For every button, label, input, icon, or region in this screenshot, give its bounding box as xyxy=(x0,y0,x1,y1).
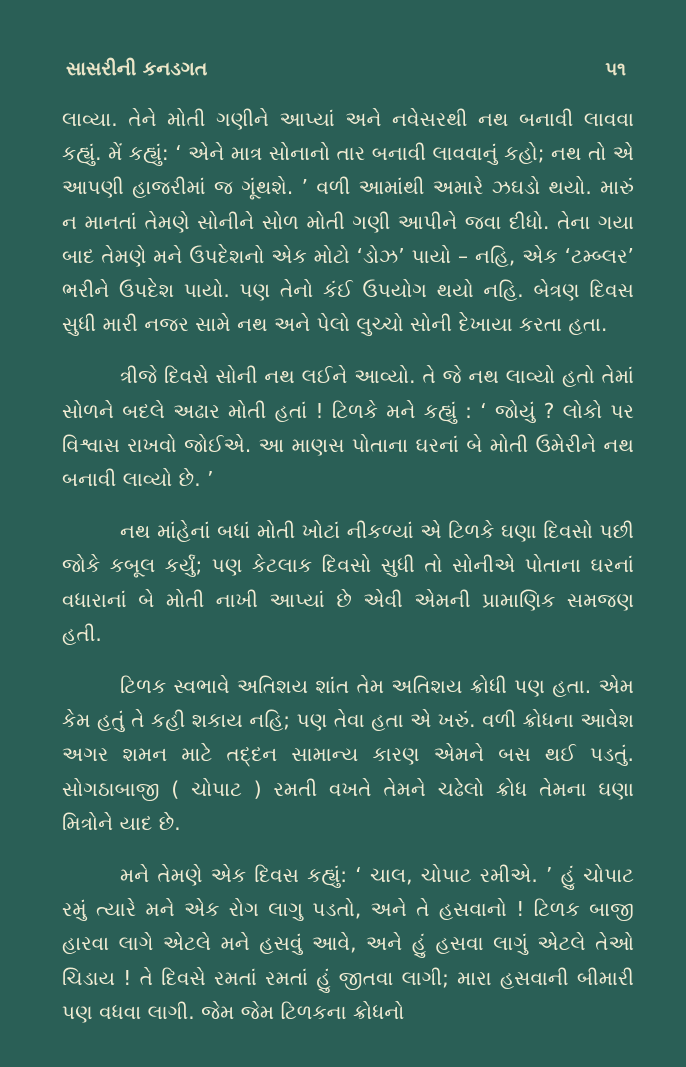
paragraph: લાવ્યા. તેને મોતી ગણીને આપ્યાં અને નવેસરથી નથ બનાવી લાવવા કહ્યું. મેં કહ્યું: ‘ એને માત્ર સોનાનો તાર બનાવી લાવવાનું કહો; નથ તો એ આપણી હાજરીમાં જ ગૂંથશે. ’ વળી આમાંથી અમારે ઝઘડો થયો. મારું ન માનતાં તેમણે સોનીને સોળ મોતી ગણી આપીને જવા દીધો. તેના ગયા બાદ તેમણે મને ઉપદેશનો એક મોટો ‘ડોઝ’ પાયો – નહિ, એક ‘ટમ્બ્લર’ ભરીને ઉપદેશ પાયો. પણ તેનો કંઈ ઉપયોગ થયો નહિ. બેત્રણ દિવસ સુધી મારી નજર સામે નથ અને પેલો લુચ્ચો સોની દેખાયા કરતા હતા. xyxy=(62,107,634,337)
body-text xyxy=(62,102,634,1029)
page-number: ૫૧ xyxy=(605,59,626,80)
paragraph: ટિળક સ્વભાવે અતિશય શાંત તેમ અતિશય ક્રોધી પણ હતા. એમ કેમ હતું તે કહી શકાય નહિ; પણ તેવા હતા એ ખરું. વળી ક્રોધના આવેશ અગર શમન માટે તદ્દન સામાન્ય કારણ એમને બસ થઈ પડતું. સોગઠાબાજી ( ચોપાટ ) રમતી વખતે તેમને ચઢેલો ક્રોધ તેમના ઘણા મિત્રોને યાદ છે. xyxy=(62,674,635,835)
paragraph: નથ માંહેનાં બધાં મોતી ખોટાં નીકળ્યાં એ ટિળકે ઘણા દિવસો પછી જોકે કબૂલ કર્યું; પણ કેટલાક દિવસો સુધી તો સોનીએ પોતાના ઘરનાં વધારાનાં બે મોતી નાખી આપ્યાં છે એવી એમની પ્રામાણિક સમજણ હતી. xyxy=(62,519,634,646)
paragraph: મને તેમણે એક દિવસ કહ્યું: ‘ ચાલ, ચોપાટ રમીએ. ’ હું ચોપાટ રમું ત્યારે મને એક રોગ લાગુ પડતો, અને તે હસવાનો ! ટિળક બાજી હારવા લાગે એટલે મને હસવું આવે, અને હું હસવા લાગું એટલે તેઓ ચિડાય ! તે દિવસે રમતાં રમતાં હું જીતવા લાગી; મારા હસવાની બીમારી પણ વધવા લાગી. જેમ જેમ ટિળકના ક્રોધનો xyxy=(62,863,634,1024)
running-header xyxy=(66,58,634,80)
chapter-title: સાસરીની કનડગત xyxy=(66,58,208,80)
paragraph: ત્રીજે દિવસે સોની નથ લઈને આવ્યો. તે જે નથ લાવ્યો હતો તેમાં સોળને બદલે અઢાર મોતી હતાં ! ટિળકે મને કહ્યું : ‘ જોયું ? લોકો પર વિશ્વાસ રાખવો જોઈએ. આ માણસ પોતાના ઘરનાં બે મોતી ઉમેરીને નથ બનાવી લાવ્યો છે. ’ xyxy=(62,364,634,492)
